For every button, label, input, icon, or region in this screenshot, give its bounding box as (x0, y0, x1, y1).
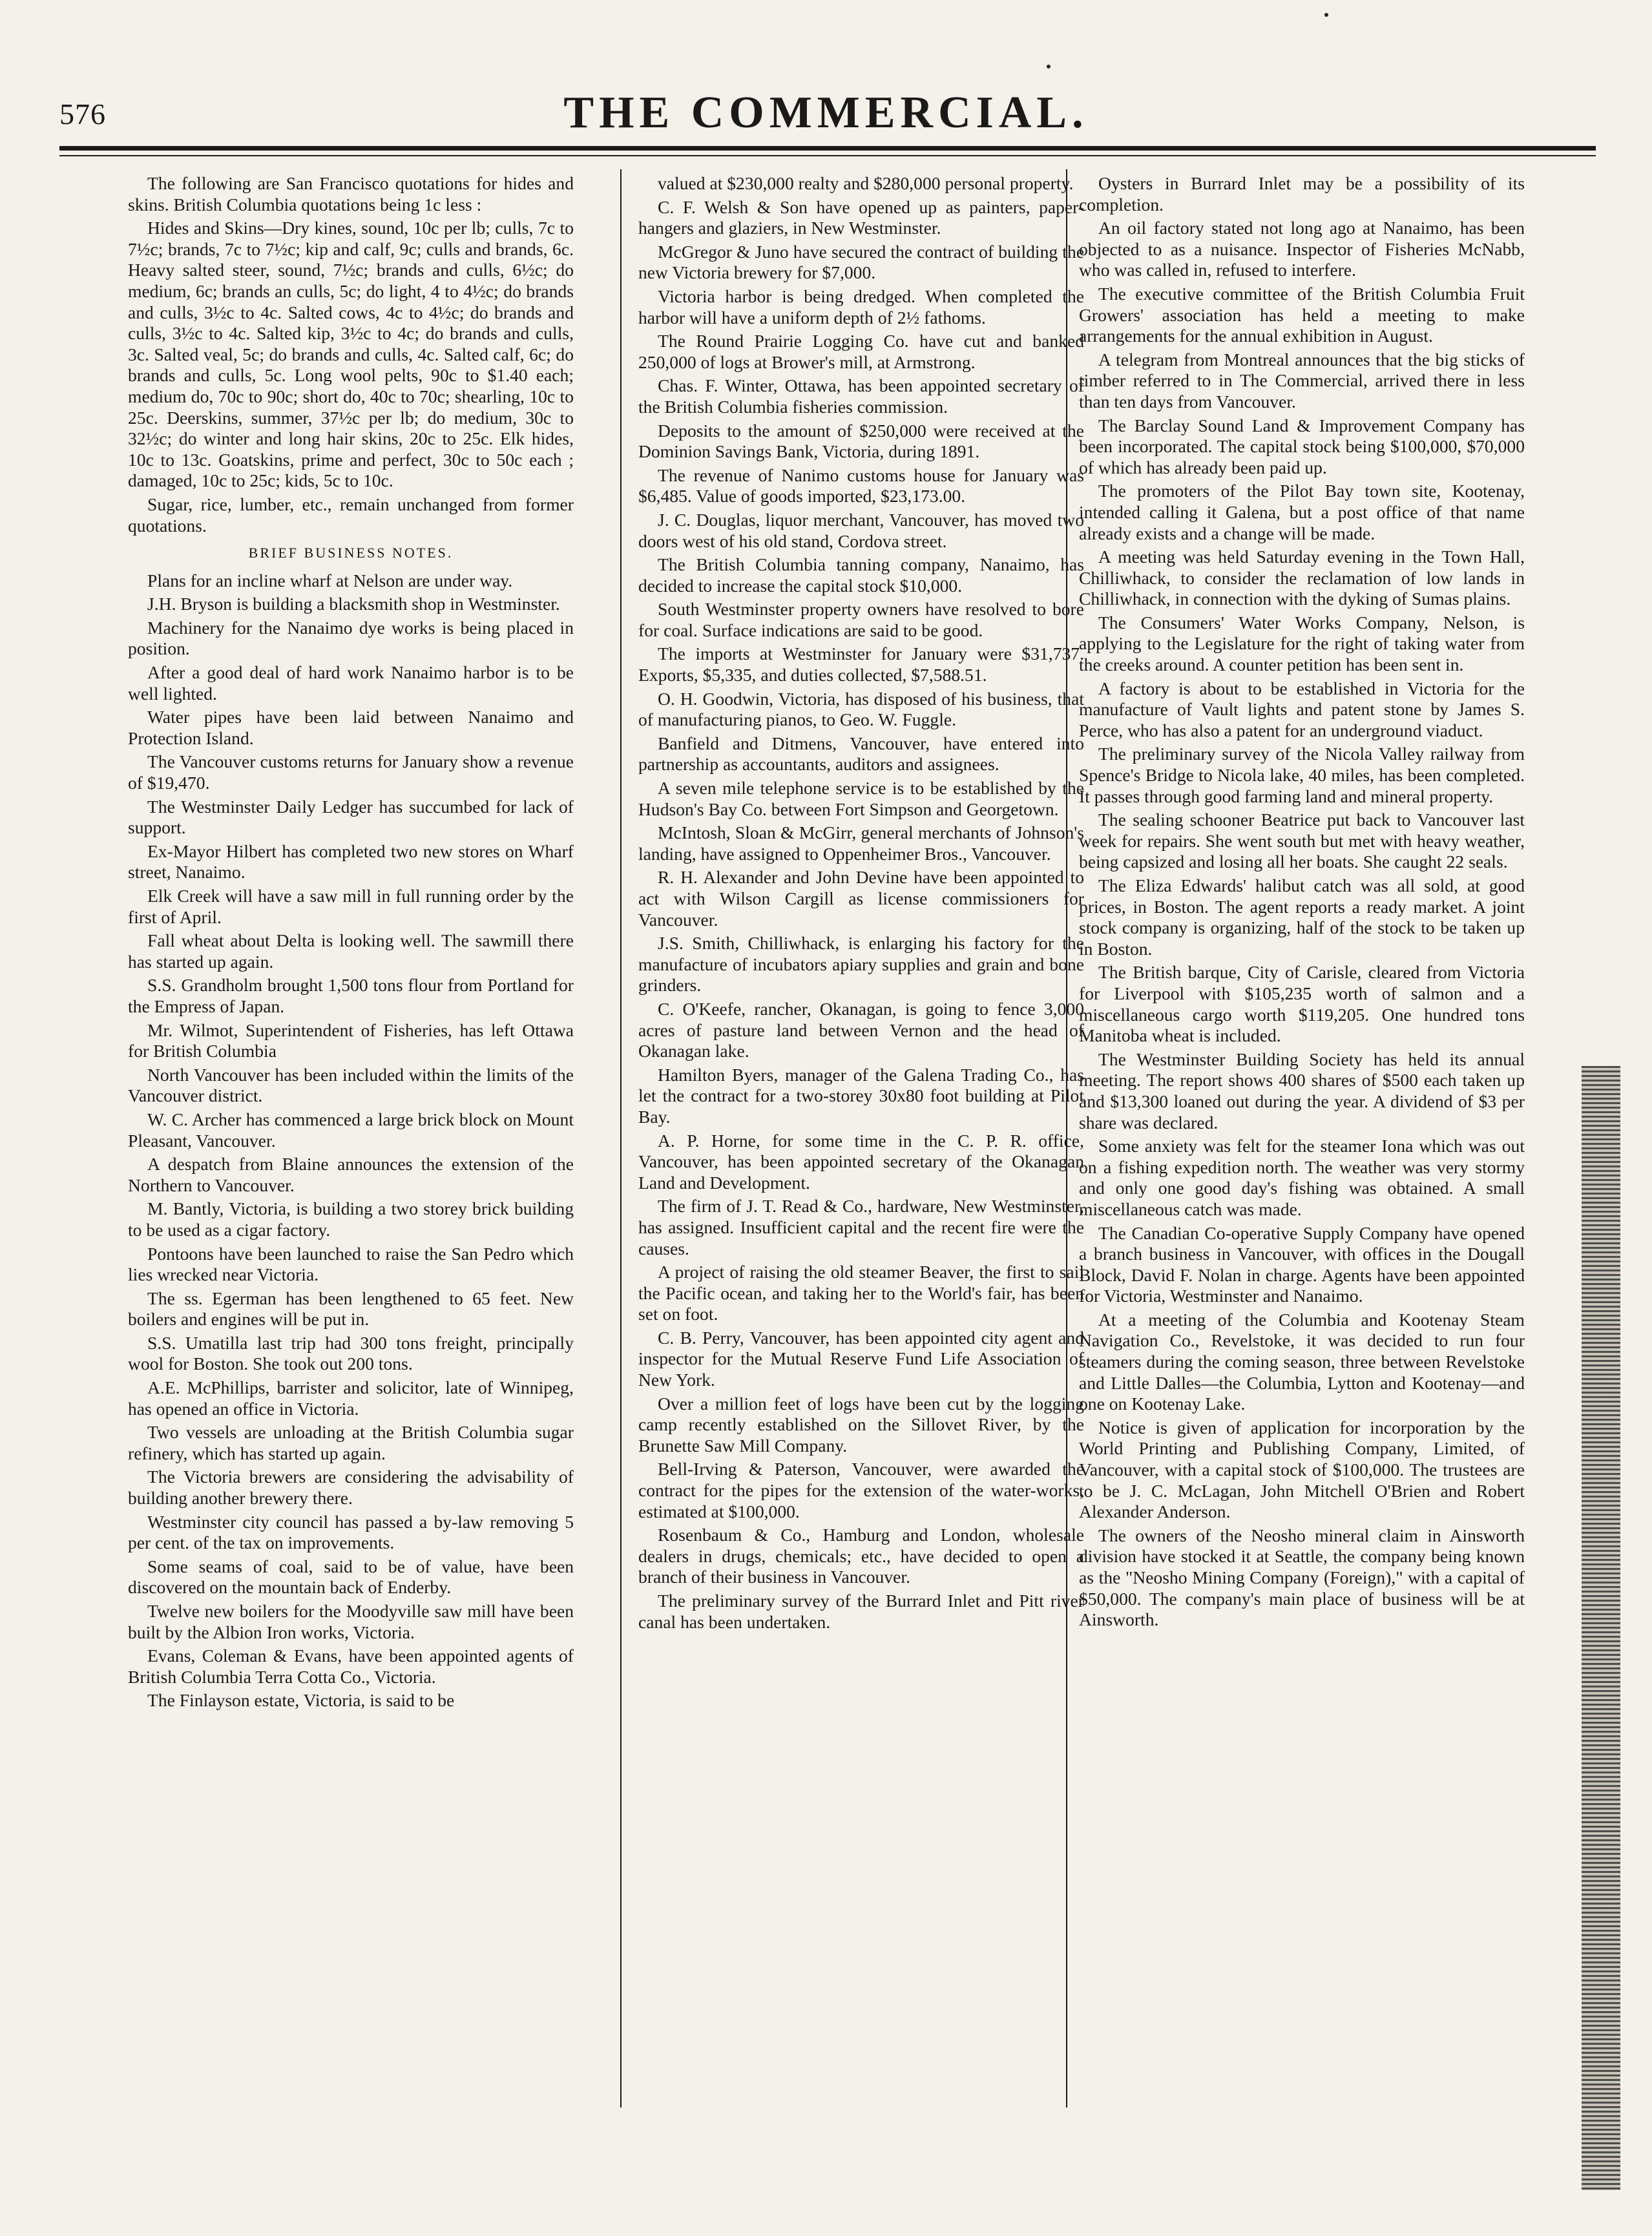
market-quotation-paragraph: The following are San Francisco quotations for hides and skins. British Columbia quotations being 1c less : (128, 173, 574, 214)
business-note: Elk Creek will have a saw mill in full running order by the first of April. (128, 886, 574, 927)
business-note: A. P. Horne, for some time in the C. P. R. office, Vancouver, has been appointed secretary of the Okanagan Land and Development. (638, 1130, 1084, 1193)
business-note: The sealing schooner Beatrice put back to Vancouver last week for repairs. She went south but met with heavy weather, being capsized and losing all her boats. She caught 22 seals. (1079, 810, 1525, 872)
business-note: Some anxiety was felt for the steamer Iona which was out on a fishing expedition north. The weather was very stormy and only one good day's fishing was obtained. A small miscellaneous catch was made. (1079, 1136, 1525, 1219)
business-note: Evans, Coleman & Evans, have been appointed agents of British Columbia Terra Cotta Co., Victoria. (128, 1646, 574, 1687)
business-note: Machinery for the Nanaimo dye works is being placed in position. (128, 617, 574, 659)
market-quotation-paragraph: Hides and Skins—Dry kines, sound, 10c per lb; culls, 7c to 7½c; brands, 7c to 7½c; kip and calf, 9c; culls and brands, 6c. Heavy salted steer, sound, 7½c; brands and culls, 6½c; do medium, 6c; brands an culls, 5c; do light, 4 to 4½c; do brands and culls, 3½c to 4c. Salted cows, 4c to 4½c; do brands and culls, 3½c to 4c. Salted kip, 3½c to 4c; do brands and culls, 3c. Salted veal, 5c; do brands and culls, 4c. Salted calf, 6c; do brands and culls, 5c. Long wool pelts, 90c to $1.40 each; medium do, 70c to 90c; short do, 40c to 70c; shearling, 10c to 25c. Deerskins, summer, 37½c per lb; do medium, 30c to 32½c; do winter and long hair skins, 20c to 25c. Elk hides, 10c to 13c. Goatskins, prime and perfect, 30c to 50c each ; damaged, 10c to 25c; kids, 5c to 10c. (128, 218, 574, 491)
business-note: Hamilton Byers, manager of the Galena Trading Co., has let the contract for a two-storey 30x80 foot building at Pilot Bay. (638, 1064, 1084, 1127)
business-note: The Victoria brewers are considering the advisability of building another brewery there. (128, 1467, 574, 1509)
business-note: The imports at Westminster for January were $31,737. Exports, $5,335, and duties collected, $7,588.51. (638, 643, 1084, 685)
business-note: South Westminster property owners have resolved to bore for coal. Surface indications are said to be good. (638, 599, 1084, 640)
business-note: Water pipes have been laid between Nanaimo and Protection Island. (128, 707, 574, 748)
page-edge-scan-artifact (1582, 1066, 1620, 2190)
business-note: The promoters of the Pilot Bay town site, Kootenay, intended calling it Galena, but a post office of that name already exists and a change will be made. (1079, 481, 1525, 543)
business-note: Ex-Mayor Hilbert has completed two new stores on Wharf street, Nanaimo. (128, 841, 574, 883)
business-note: C. B. Perry, Vancouver, has been appointed city agent and inspector for the Mutual Reserve Fund Life Association of New York. (638, 1327, 1084, 1390)
business-note: Banfield and Ditmens, Vancouver, have entered into partnership as accountants, auditors and assignees. (638, 733, 1084, 775)
masthead-title: THE COMMERCIAL. (563, 88, 1089, 138)
business-note: R. H. Alexander and John Devine have been appointed to act with Wilson Cargill as license commissioners for Vancouver. (638, 867, 1084, 930)
market-quotation-paragraph: Sugar, rice, lumber, etc., remain unchanged from former quotations. (128, 494, 574, 536)
business-note: Pontoons have been launched to raise the San Pedro which lies wrecked near Victoria. (128, 1243, 574, 1285)
business-note: Rosenbaum & Co., Hamburg and London, wholesale dealers in drugs, chemicals; etc., have decided to open a branch of their business in Vancouver. (638, 1525, 1084, 1587)
business-note: W. C. Archer has commenced a large brick block on Mount Pleasant, Vancouver. (128, 1109, 574, 1151)
business-note: McGregor & Juno have secured the contract of building the new Victoria brewery for $7,000. (638, 241, 1084, 283)
business-note: The executive committee of the British Columbia Fruit Growers' association has held a meeting to make arrangements for the annual exhibition in August. (1079, 283, 1525, 346)
section-heading: BRIEF BUSINESS NOTES. (248, 545, 454, 561)
print-speck (1324, 13, 1328, 17)
business-note: The Finlayson estate, Victoria, is said to be (147, 1690, 455, 1711)
page-number: 576 (59, 98, 106, 131)
business-note: The British Columbia tanning company, Nanaimo, has decided to increase the capital stock $10,000. (638, 554, 1084, 596)
business-note: J. C. Douglas, liquor merchant, Vancouver, has moved two doors west of his old stand, Cordova street. (638, 509, 1084, 551)
business-note: A seven mile telephone service is to be established by the Hudson's Bay Co. between Fort Simpson and Georgetown. (638, 778, 1084, 819)
business-note: The preliminary survey of the Nicola Valley railway from Spence's Bridge to Nicola lake, 40 miles, has been completed. It passes through good farming land and mineral property. (1079, 744, 1525, 806)
business-note: A.E. McPhillips, barrister and solicitor, late of Winnipeg, has opened an office in Victoria. (128, 1377, 574, 1419)
business-note: McIntosh, Sloan & McGirr, general merchants of Johnson's landing, have assigned to Oppenheimer Bros., Vancouver. (638, 822, 1084, 864)
business-note: A telegram from Montreal announces that the big sticks of timber referred to in The Commercial, arrived there in less than ten days from Vancouver. (1079, 349, 1525, 412)
business-note: Mr. Wilmot, Superintendent of Fisheries, has left Ottawa for British Columbia (128, 1019, 574, 1061)
business-note: The owners of the Neosho mineral claim in Ainsworth division have stocked it at Seattle, the company being known as the "Neosho Mining Company (Foreign)," with a capital of $50,000. The company's main place of business will be at Ainsworth. (1079, 1525, 1525, 1630)
business-note: The Westminster Building Society has held its annual meeting. The report shows 400 shares of $500 each taken up and $13,300 loaned out during the year. A dividend of $3 per share was declared. (1079, 1049, 1525, 1133)
business-note: A despatch from Blaine announces the extension of the Northern to Vancouver. (128, 1154, 574, 1195)
business-note: Deposits to the amount of $250,000 were received at the Dominion Savings Bank, Victoria, during 1891. (638, 420, 1084, 462)
business-note: Oysters in Burrard Inlet may be a possibility of its completion. (1079, 173, 1525, 214)
column-3 (1079, 173, 1525, 1633)
business-note: The Westminster Daily Ledger has succumbed for lack of support. (128, 796, 574, 838)
business-note: At a meeting of the Columbia and Kootenay Steam Navigation Co., Revelstoke, it was decided to run four steamers during the coming season, three between Revelstoke and Little Dalles—the Columbia, Lytton and Kootenay—and one on Kootenay Lake. (1079, 1309, 1525, 1414)
business-note: S.S. Umatilla last trip had 300 tons freight, principally wool for Boston. She took out 200 tons. (128, 1332, 574, 1374)
business-note: Two vessels are unloading at the British Columbia sugar refinery, which has started up again. (128, 1422, 574, 1463)
business-note: The firm of J. T. Read & Co., hardware, New Westminster, has assigned. Insufficient capital and the recent fire were the causes. (638, 1196, 1084, 1259)
header-thin-rule (59, 155, 1596, 156)
business-note: The British barque, City of Carisle, cleared from Victoria for Liverpool with $105,235 worth of salmon and a miscellaneous cargo worth $119,205. One hundred tons Manitoba wheat is included. (1079, 962, 1525, 1046)
business-note: Plans for an incline wharf at Nelson are under way. (147, 570, 513, 590)
business-note: J.S. Smith, Chilliwhack, is enlarging his factory for the manufacture of incubators apiary supplies and grain and bone grinders. (638, 933, 1084, 996)
business-note: valued at $230,000 realty and $280,000 personal property. (658, 173, 1074, 193)
business-note: O. H. Goodwin, Victoria, has disposed of his business, that of manufacturing pianos, to Geo. W. Fuggle. (638, 688, 1084, 730)
business-note: The Barclay Sound Land & Improvement Company has been incorporated. The capital stock being $100,000, $70,000 of which has already been paid up. (1079, 415, 1525, 477)
business-note: Westminster city council has passed a by-law removing 5 per cent. of the tax on improvements. (128, 1511, 574, 1553)
header-thick-rule (59, 146, 1596, 151)
business-note: J.H. Bryson is building a blacksmith shop in Westminster. (147, 594, 560, 614)
business-note: A factory is about to be established in Victoria for the manufacture of Vault lights and patent stone by James S. Perce, who has also a patent for an underground viaduct. (1079, 678, 1525, 740)
business-note: The Vancouver customs returns for January show a revenue of $19,470. (128, 751, 574, 793)
business-note: Chas. F. Winter, Ottawa, has been appointed secretary of the British Columbia fisheries commission. (638, 375, 1084, 417)
business-note: An oil factory stated not long ago at Nanaimo, has been objected to as a nuisance. Inspector of Fisheries McNabb, who was called in, refused to interfere. (1079, 218, 1525, 280)
business-note: Over a million feet of logs have been cut by the logging camp recently established on the Sillovet River, by the Brunette Saw Mill Company. (638, 1393, 1084, 1456)
business-note: S.S. Grandholm brought 1,500 tons flour from Portland for the Empress of Japan. (128, 975, 574, 1016)
business-note: North Vancouver has been included within the limits of the Vancouver district. (128, 1064, 574, 1106)
business-note: M. Bantly, Victoria, is building a two storey brick building to be used as a cigar factory. (128, 1198, 574, 1240)
column-divider (620, 169, 622, 2107)
business-note: C. F. Welsh & Son have opened up as painters, paper-hangers and glaziers, in New Westminster. (638, 196, 1084, 238)
column-2 (638, 173, 1084, 1635)
business-note: Some seams of coal, said to be of value, have been discovered on the mountain back of Enderby. (128, 1556, 574, 1598)
business-note: The ss. Egerman has been lengthened to 65 feet. New boilers and engines will be put in. (128, 1288, 574, 1330)
business-note: Bell-Irving & Paterson, Vancouver, were awarded the contract for the pipes for the extension of the water-works, estimated at $100,000. (638, 1459, 1084, 1521)
business-note: The Consumers' Water Works Company, Nelson, is applying to the Legislature for the right of taking water from the creeks around. A counter petition has been sent in. (1079, 612, 1525, 675)
business-note: Fall wheat about Delta is looking well. The sawmill there has started up again. (128, 930, 574, 972)
business-note: The Eliza Edwards' halibut catch was all sold, at good prices, in Boston. The agent reports a ready market. A joint stock company is organizing, half of the stock to be taken up in Boston. (1079, 875, 1525, 959)
business-note: The Round Prairie Logging Co. have cut and banked 250,000 of logs at Brower's mill, at Armstrong. (638, 331, 1084, 372)
business-note: Notice is given of application for incorporation by the World Printing and Publishing Company, Limited, of Vancouver, with a capital stock of $100,000. The trustees are to be J. C. McLagan, John Mitchell O'Brien and Robert Alexander Anderson. (1079, 1417, 1525, 1522)
column-1 (128, 173, 574, 1714)
business-note: Twelve new boilers for the Moodyville saw mill have been built by the Albion Iron works, Victoria. (128, 1601, 574, 1642)
business-note: The Canadian Co-operative Supply Company have opened a branch business in Vancouver, with offices in the Dougall Block, David F. Nolan in charge. Agents have been appointed for Victoria, Westminster and Nanaimo. (1079, 1222, 1525, 1306)
print-speck (1047, 65, 1051, 68)
business-note: Victoria harbor is being dredged. When completed the harbor will have a uniform depth of 2½ fathoms. (638, 286, 1084, 328)
business-note: A meeting was held Saturday evening in the Town Hall, Chilliwhack, to consider the reclamation of low lands in Chilliwhack, in connection with the dyking of Sumas plains. (1079, 547, 1525, 609)
business-note: C. O'Keefe, rancher, Okanagan, is going to fence 3,000 acres of pasture land between Vernon and the head of Okanagan lake. (638, 998, 1084, 1061)
business-note: After a good deal of hard work Nanaimo harbor is to be well lighted. (128, 662, 574, 704)
business-note: The preliminary survey of the Burrard Inlet and Pitt river canal has been undertaken. (638, 1591, 1084, 1632)
business-note: A project of raising the old steamer Beaver, the first to sail the Pacific ocean, and taking her to the World's fair, has been set on foot. (638, 1262, 1084, 1324)
business-note: The revenue of Nanimo customs house for January was $6,485. Value of goods imported, $23,173.00. (638, 465, 1084, 507)
